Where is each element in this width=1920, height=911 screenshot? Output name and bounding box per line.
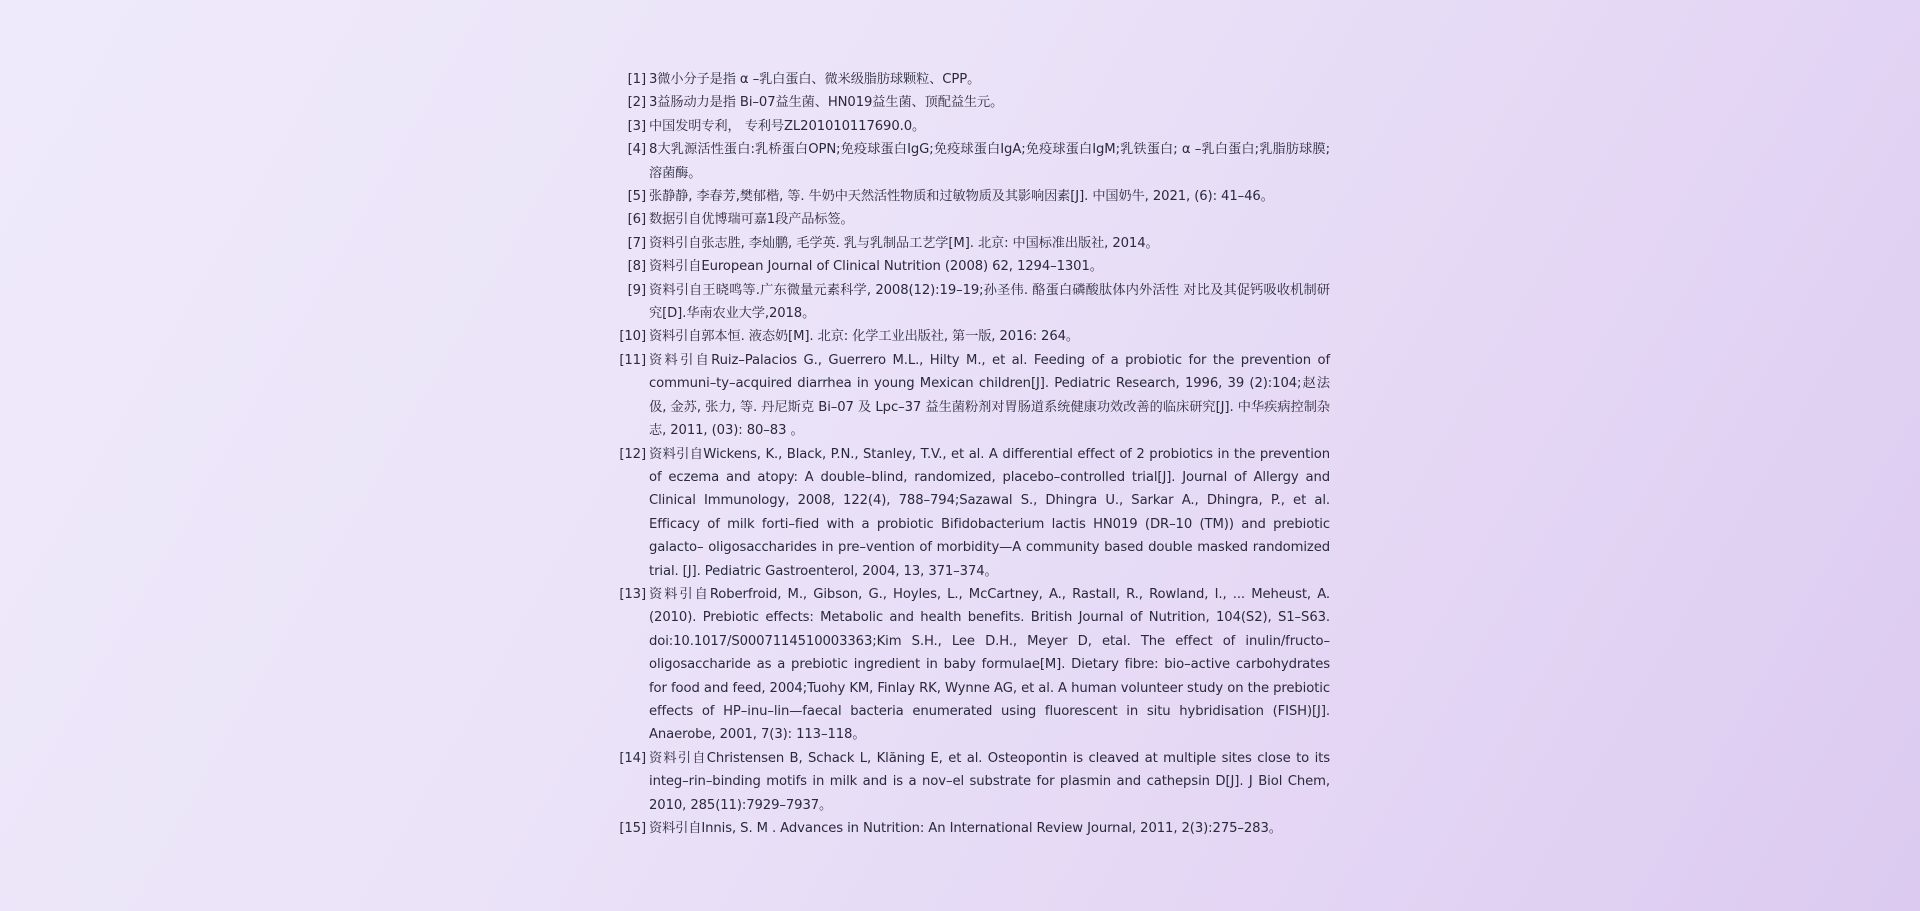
reference-item-3 (618, 115, 1330, 138)
reference-item-5 (618, 185, 1330, 208)
reference-item-15 (618, 817, 1330, 840)
reference-text: 资料引自Roberfroid, M., Gibson, G., Hoyles, L., McCartney, A., Rastall, R., Rowland, I., ... Meheust, A. (2010). Prebiotic effects: Metabolic and health benefits. British Journal of Nutrition, 104(S2), S1–S63. doi:10.1017/S0007114510003363;Kim S.H., Lee D.H., Meyer D, etal. The effect of inulin/fructo–oligosaccharide as a prebiotic ingredient in baby formulae[M]. Dietary fibre: bio–active carbohydrates for food and feed, 2004;Tuohy KM, Finlay RK, Wynne AG, et al. A human volunteer study on the prebiotic effects of HP–inu–lin—faecal bacteria enumerated using fluorescent in situ hybridisation (FISH)[J]. Anaerobe, 2001, 7(3): 113–118。 (649, 586, 1330, 743)
reference-number: [12] (619, 446, 646, 462)
reference-item-4 (618, 138, 1330, 185)
reference-number: [15] (619, 821, 646, 836)
reference-number: [1] (627, 72, 646, 87)
reference-item-6 (618, 208, 1330, 231)
reference-item-7 (618, 232, 1330, 255)
reference-item-11 (618, 349, 1330, 443)
reference-text: 资料引自Wickens, K., Black, P.N., Stanley, T.V., et al. A differential effect of 2 probiotics in the prevention of eczema and atopy: A double–blind, randomized, placebo–controlled trial[J]. Journal of Allergy and Clinical Immunology, 2008, 122(4), 788–794;Sazawal S., Dhingra U., Sarkar A., Dhingra, P., et al. Efficacy of milk forti–fied with a probiotic Bifidobacterium lactis HN019 (DR–10 (TM)) and prebiotic galacto– oligosaccharides in pre–vention of morbidity—A community based double masked randomized trial. [J]. Pediatric Gastroenterol, 2004, 13, 371–374。 (649, 446, 1330, 579)
reference-text: 资料引自Innis, S. M . Advances in Nutrition: An International Review Journal, 2011, 2(3):275–283。 (649, 821, 1282, 836)
reference-text: 资料引自王晓鸣等.广东微量元素科学, 2008(12):19–19;孙圣伟. 酪蛋白磷酸肽体内外活性 对比及其促钙吸收机制研究[D].华南农业大学,2018。 (649, 282, 1330, 322)
reference-number: [11] (619, 352, 646, 368)
reference-number: [4] (627, 142, 646, 158)
reference-text: 资料引自Ruiz–Palacios G., Guerrero M.L., Hilty M., et al. Feeding of a probiotic for the prevention of communi–ty–acquired diarrhea in young Mexican children[J]. Pediatric Research, 1996, 39 (2):104;赵法伋, 金苏, 张力, 等. 丹尼斯克 Bi–07 及 Lpc–37 益生菌粉剂对胃肠道系统健康功效改善的临床研究[J]. 中华疾病控制杂志, 2011, (03): 80–83 。 (649, 352, 1330, 439)
reference-text: 资料引自郭本恒. 液态奶[M]. 北京: 化学工业出版社, 第一版, 2016: 264。 (649, 329, 1080, 345)
reference-list (618, 68, 1330, 840)
reference-number: [6] (627, 212, 646, 228)
reference-text: 中国发明专利， 专利号ZL201010117690.0。 (649, 118, 926, 134)
reference-number: [14] (619, 750, 646, 766)
reference-number: [13] (619, 586, 646, 602)
reference-number: [9] (627, 282, 646, 298)
reference-item-1 (618, 68, 1330, 91)
reference-text: 数据引自优博瑞可嘉1段产品标签。 (649, 212, 854, 228)
reference-number: [2] (627, 95, 646, 111)
reference-number: [8] (627, 259, 646, 275)
reference-text: 3益肠动力是指 Bi–07益生菌、HN019益生菌、顶配益生元。 (649, 95, 1004, 111)
reference-number: [3] (627, 118, 646, 134)
reference-number: [7] (627, 235, 646, 251)
reference-text: 张静静, 李春芳,樊郁楷, 等. 牛奶中天然活性物质和过敏物质及其影响因素[J]. 中国奶牛, 2021, (6): 41–46。 (649, 189, 1274, 205)
reference-text: 3微小分子是指 α –乳白蛋白、微米级脂肪球颗粒、CPP。 (649, 72, 981, 87)
reference-text: 资料引自European Journal of Clinical Nutrition (2008) 62, 1294–1301。 (649, 259, 1103, 275)
reference-text: 资料引自Christensen B, Schack L, Klăning E, et al. Osteopontin is cleaved at multiple sites close to its integ–rin–binding motifs in milk and is a nov–el substrate for plasmin and cathepsin D[J]. J Biol Chem, 2010, 285(11):7929–7937。 (649, 750, 1330, 813)
reference-number: [5] (627, 189, 646, 205)
reference-text: 资料引自张志胜, 李灿鹏, 毛学英. 乳与乳制品工艺学[M]. 北京: 中国标准出版社, 2014。 (649, 235, 1159, 251)
reference-item-9 (618, 279, 1330, 326)
reference-item-12 (618, 443, 1330, 583)
reference-item-8 (618, 255, 1330, 278)
reference-item-10 (618, 325, 1330, 348)
reference-number: [10] (619, 329, 646, 345)
reference-item-14 (618, 747, 1330, 817)
reference-item-2 (618, 91, 1330, 114)
reference-text: 8大乳源活性蛋白:乳桥蛋白OPN;免疫球蛋白IgG;免疫球蛋白IgA;免疫球蛋白IgM;乳铁蛋白; α –乳白蛋白;乳脂肪球膜;溶菌酶。 (649, 142, 1330, 181)
reference-item-13 (618, 583, 1330, 747)
